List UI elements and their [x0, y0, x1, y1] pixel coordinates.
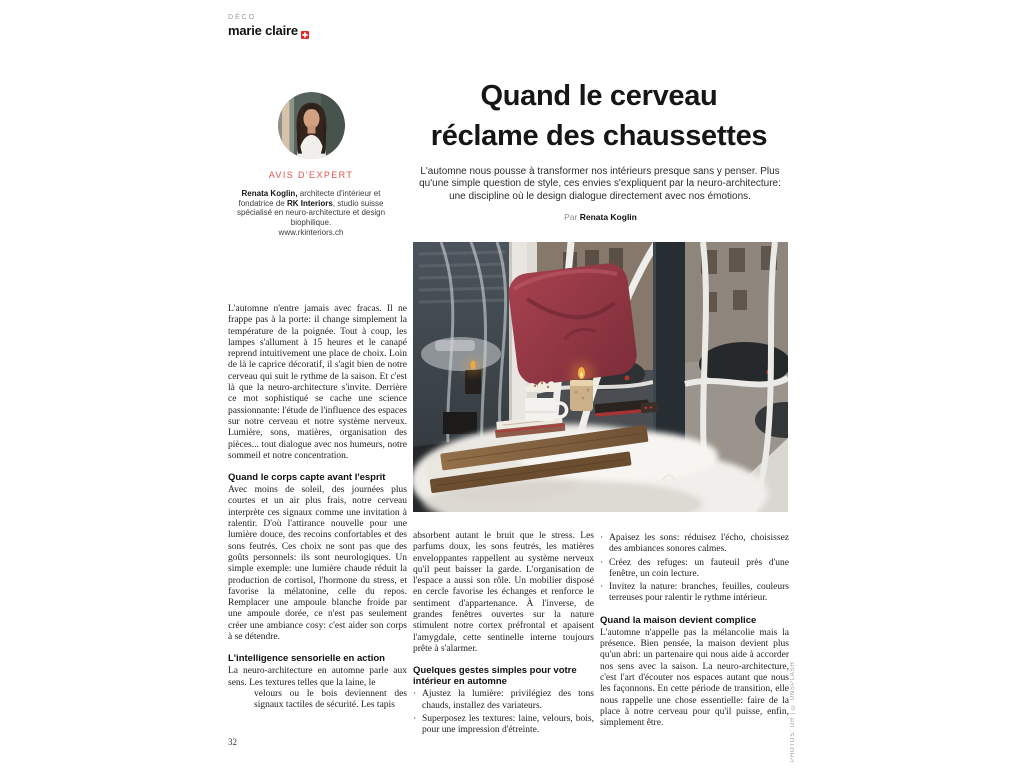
byline-name: Renata Koglin: [579, 212, 637, 222]
photo-credit: PHOTOS: DR | © UNSPLASH: [790, 661, 796, 762]
bio-url: www.rkinteriors.ch: [278, 227, 344, 237]
bullet-marker: ·: [413, 713, 417, 724]
bullet-item: · Invitez la nature: branches, feuilles, couleurs terreuses pour ralentir le rythme intérieur.: [600, 582, 789, 604]
portrait-illustration: [278, 92, 345, 159]
section-label: DÉCO: [228, 14, 257, 21]
bullet-item: · Créez des refuges: un fauteuil près d'une fenêtre, un coin lecture.: [600, 557, 789, 579]
page-number: 32: [228, 737, 237, 747]
article-title: [410, 76, 788, 156]
expert-sidebar: [231, 92, 391, 238]
paragraph: L'automne n'appelle pas la mélancolie mais la présence. Bien pensée, la maison devient plus qu'un abri: un partenaire qui nous aide à accorder nos sens avec la saison. La neuro-architecture, c'est l'art d'écouter nos espaces autant que nous les façonnons. En cette période de transition, elle nous rappelle une chose essentielle: faire de la place à notre cerveau pour qu'il puisse, enfin, simplement être.: [600, 627, 789, 729]
bullet-list: [600, 533, 789, 605]
bullet-item: · Superposez les textures: laine, velours, bois, pour une impression d'étreinte.: [413, 713, 594, 736]
body-column-1: [228, 304, 407, 712]
expert-bio: [231, 189, 391, 238]
paragraph: La neuro-architecture en automne parle aux sens. Les textures telles que la laine, le: [228, 666, 407, 688]
photo-illustration: [413, 242, 788, 512]
bio-studio-name: RK Interiors: [286, 198, 333, 208]
bullet-list: [413, 689, 594, 736]
swiss-flag-icon: [301, 27, 309, 35]
body-column-3: [600, 531, 789, 729]
bullet-marker: ·: [600, 582, 604, 593]
section-heading: Quand la maison devient complice: [600, 614, 757, 626]
bullet-item: · Ajustez la lumière: privilégiez des tons chauds, installez des variateurs.: [413, 689, 594, 711]
standfirst: L'automne nous pousse à transformer nos intérieurs presque sans y penser. Plus qu'une simple question de style, ces envies s'expliquent par la neuro-architecture: une discipline où le design dialogue directement avec nos émotions.: [419, 166, 781, 202]
byline-prefix: Par: [564, 212, 580, 222]
section-heading: Quand le corps capte avant l'esprit: [228, 472, 386, 484]
byline: [413, 212, 788, 222]
section-heading: L'intelligence sensorielle en action: [228, 653, 385, 665]
bio-name: Renata Koglin,: [241, 189, 298, 198]
section-heading: Quelques gestes simples pour votre intérieur en automne: [413, 665, 577, 688]
bullet-marker: ·: [600, 533, 604, 543]
expert-kicker: AVIS D'EXPERT: [268, 170, 354, 180]
bio-text-1: architecte d'intérieur et fondatrice de: [238, 189, 381, 208]
bullet-item: · Apaisez les sons: réduisez l'écho, choisissez des ambiances sonores calmes.: [600, 533, 789, 555]
paragraph: Avec moins de soleil, des journées plus courtes et un air plus frais, notre cerveau interprète ces signaux comme une invitation à ralentir. D'où l'attirance nouvelle pour une lumière douce, des recoins confortables et des sons feutrés. Ces choix ne sont pas que des goûts personnels: ils sont neurologiques. Un simple exemple: une lumière chaude réduit la production de cortisol, l'hormone du stress, et favorise la mélatonine, celle du repos. Remplacer une ampoule blanche froide par une ampoule dorée, ce n'est pas seulement créer une ambiance cosy: c'est aider son corps à se détendre.: [228, 485, 407, 643]
masthead: [228, 14, 309, 38]
bullet-marker: ·: [413, 689, 417, 700]
title-line-1: Quand le cerveau: [480, 80, 718, 112]
article-photo: [413, 242, 788, 512]
bullet-marker: ·: [600, 557, 604, 568]
body-column-2: [413, 531, 594, 738]
paragraph: absorbent autant le bruit que le stress. Les parfums doux, les sons feutrés, les matières enveloppantes rappellent au système nerveux qu'il peut baisser la garde. L'organisation de l'espace a aussi son rôle. Un mobilier disposé en cercle favorise les échanges et renforce le sentiment d'appartenance. À l'inverse, de grandes fenêtres ouvertes sur la nature stimulent notre cortex préfrontal et apaisent l'amygdale, cette sentinelle interne toujours prête à s'alarmer.: [413, 531, 594, 654]
bio-text-2: , studio suisse spécialisé en neuro-architecture et design biophilique.: [236, 198, 386, 228]
brand-logo: [228, 23, 309, 38]
title-line-2: réclame des chaussettes: [430, 120, 768, 152]
expert-portrait: [278, 92, 345, 159]
brand-name: marie claire: [228, 23, 298, 38]
paragraph-wrapped: velours ou le bois deviennent des signaux tactiles de sécurité. Les tapis: [254, 688, 407, 711]
paragraph: L'automne n'entre jamais avec fracas. Il ne frappe pas à la porte: il change simplement la température de la poignée. Tout à coup, les lampes s'allument à 15 heures et le canapé reprend intuitivement une place de choix. Loin de là le caprice décoratif, il s'agit bien de notre cerveau qui suit le rythme de la saison. Et c'est là que la neuro-architecture s'invite. Derrière ce mot sophistiqué se cache une science passionnante: l'étude de l'influence des espaces sur notre cerveau et notre système nerveux. Lumière, sons, matières, organisation des pièces... tout dialogue avec nos humeurs, notre sommeil et notre concentration.: [228, 304, 407, 461]
